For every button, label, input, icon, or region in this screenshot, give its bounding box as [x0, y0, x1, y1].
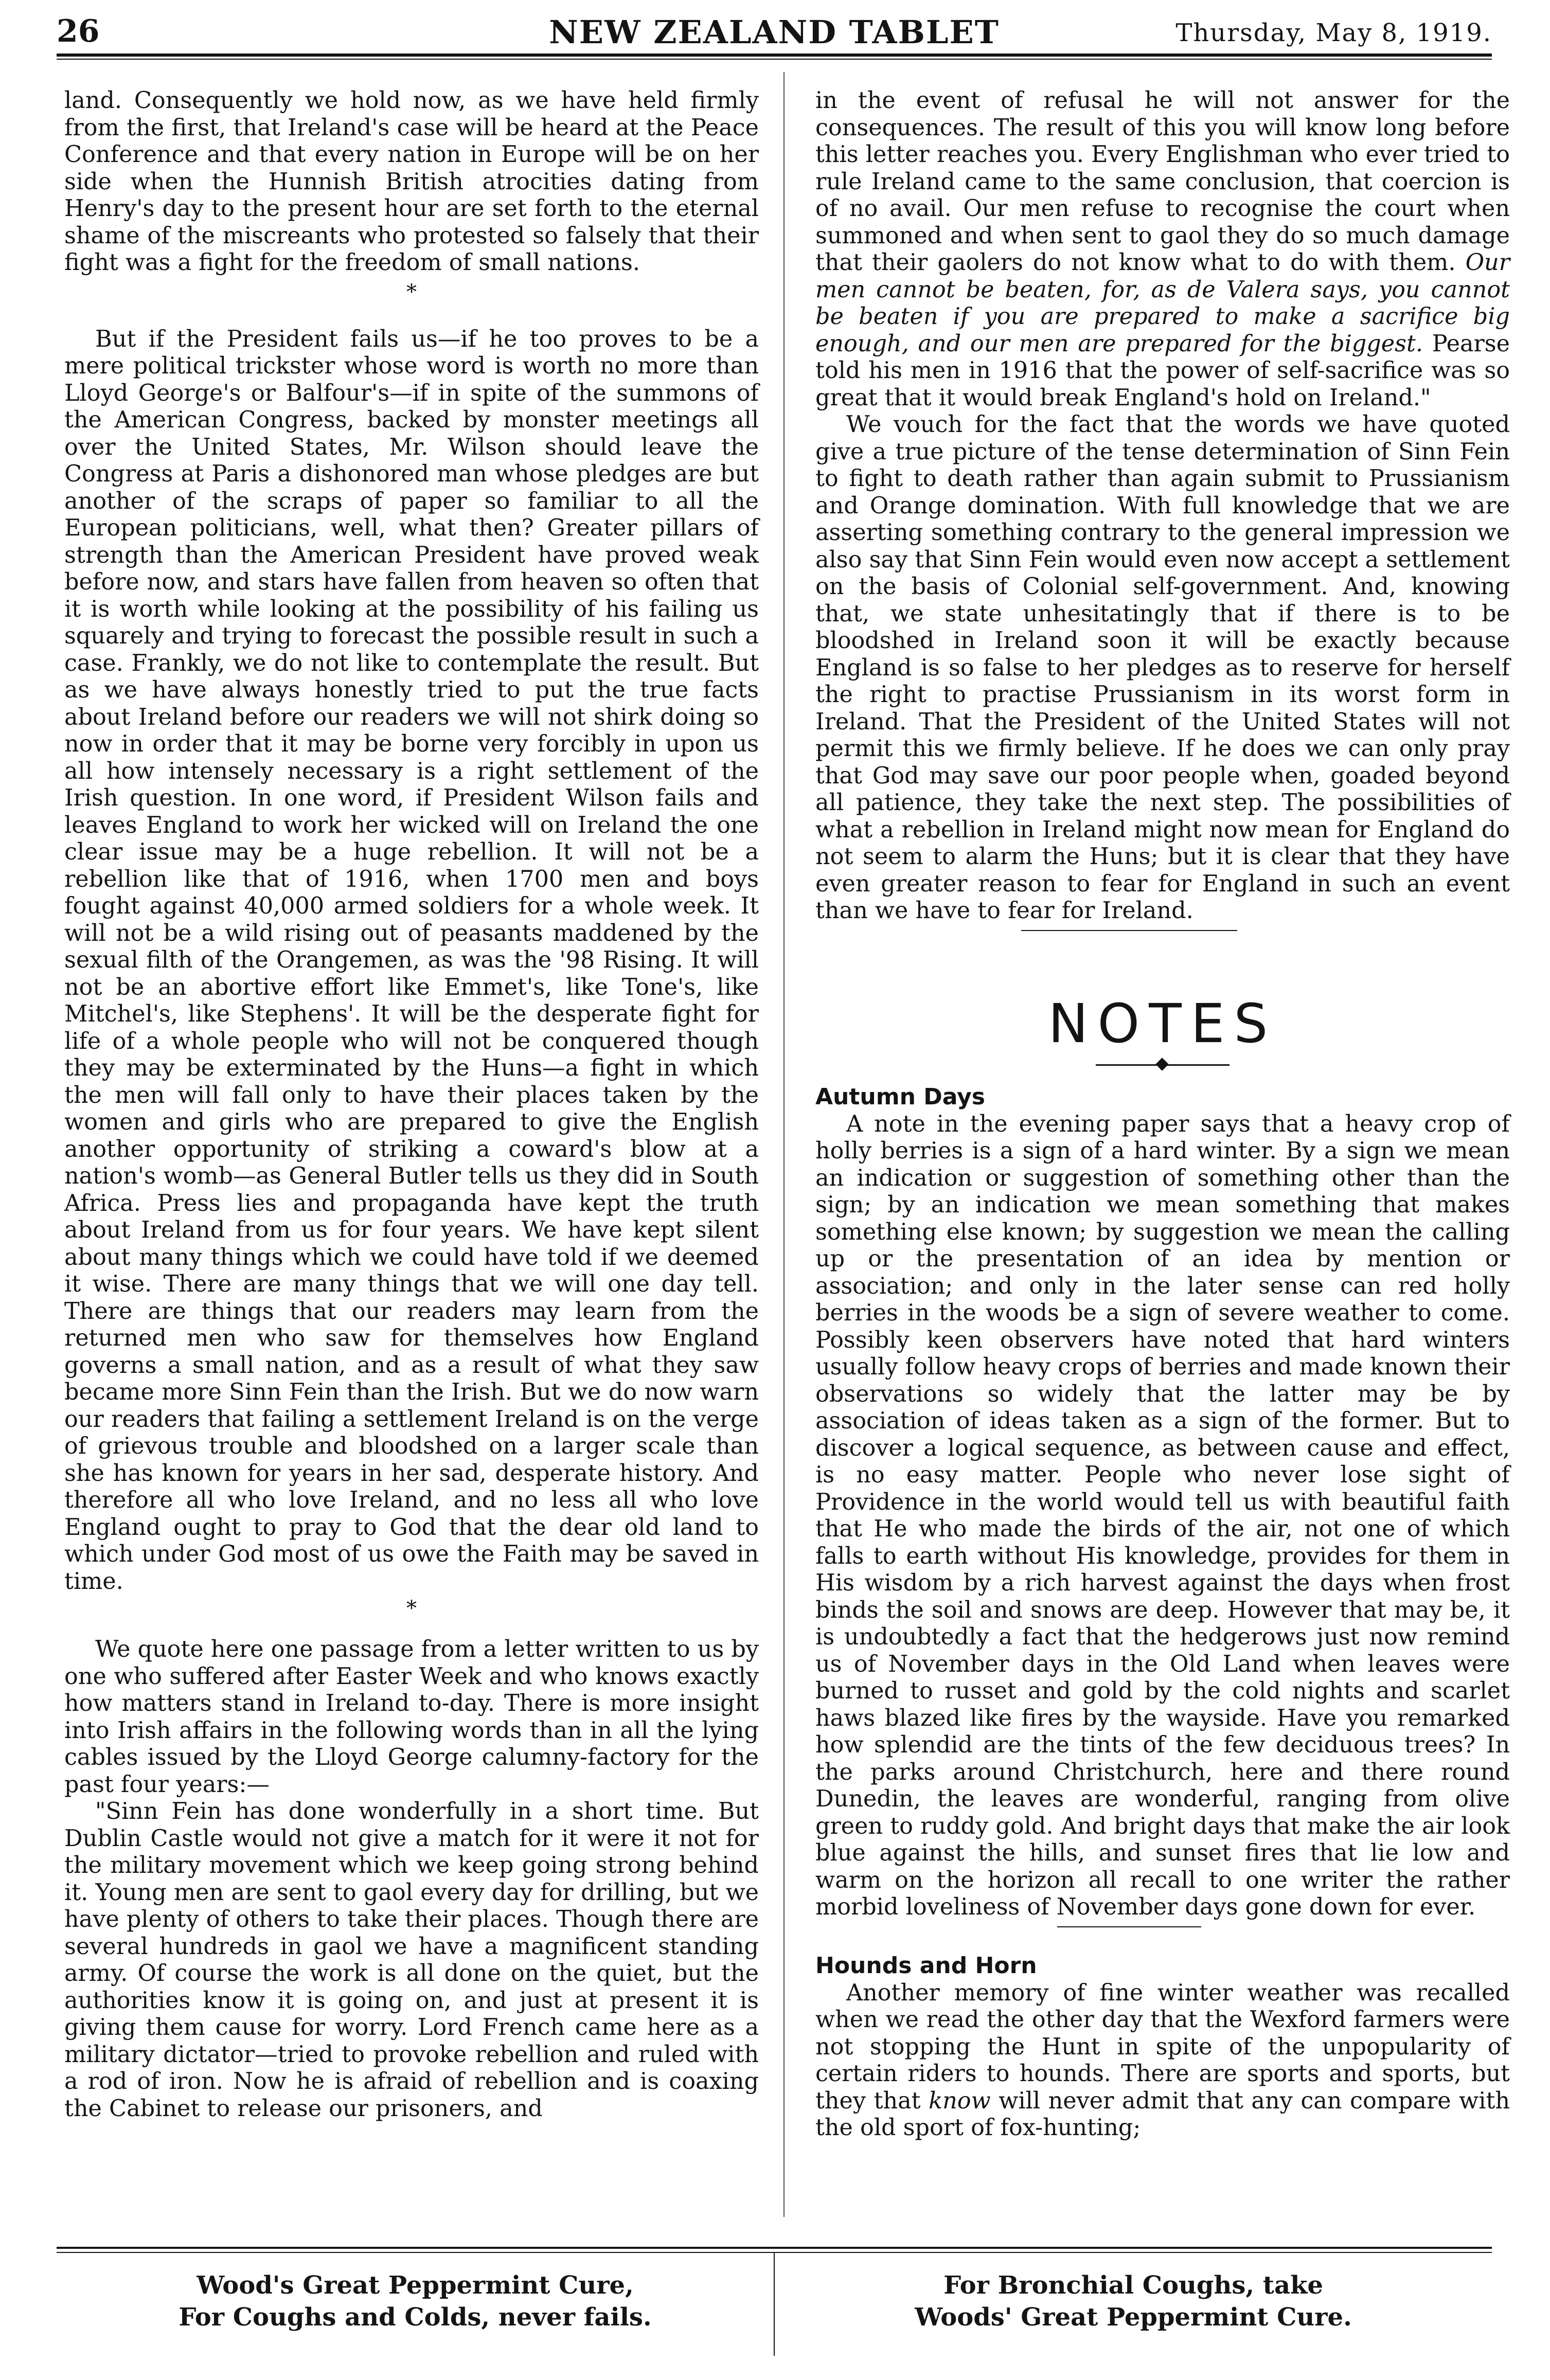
diamond-icon [1155, 1058, 1168, 1070]
header-rule-thin [57, 59, 1492, 60]
hounds-emphasis: know [929, 2087, 991, 2114]
header-rule [57, 53, 1492, 57]
issue-date: Thursday, May 8, 1919. [1175, 19, 1492, 47]
right-column [815, 87, 1510, 2142]
letter-text: in the event of refusal he will not answer for the consequences. The result of this you will know long before this letter reaches you. Every Englishman who ever tried to rule Ireland came to the same conclusion, that coercion is of no avail. Our men refuse to recognise the court when summoned and when sent to gaol they do so much damage that their gaolers do not know what to do with them. [815, 87, 1510, 276]
note-end-rule [1057, 1926, 1201, 1927]
paragraph: We quote here one passage from a letter written to us by one who suffered after Easter Week and who knows exactly how matters stand in Ireland to-day. There is more insight into Irish affairs in the following words than in all the lying cables issued by the Lloyd George calumny-factory for the past four years:— [64, 1636, 759, 1798]
letter-text-end: Pearse told his men in 1916 that the power of self-sacrifice was so great that it would break England's hold on Ireland." [815, 330, 1510, 411]
paragraph: land. Consequently we hold now, as we have held firmly from the first, that Ireland's case will be heard at the Peace Conference and that every nation in Europe will be on her side when the Hunnish British atrocities dating from Henry's day to the present hour are set forth to the eternal shame of the miscreants who protested so falsely that their fight was a fight for the freedom of small nations. [64, 87, 759, 276]
ad-left-line-2: For Coughs and Colds, never fails. [179, 2303, 652, 2332]
paragraph: But if the President fails us—if he too proves to be a mere political trickster whose word is worth no more than Lloyd George's or Balfour's—if in spite of the summons of the American Congress, backed by monster meetings all over the United States, Mr. Wilson should leave the Congress at Paris a dishonored man whose pledges are but another of the scraps of paper so familiar to all the European politicians, well, what then? Greater pillars of strength than the American President have proved weak before now, and stars have fallen from heaven so often that it is worth while looking at the possibility of his failing us squarely and trying to forecast the possible result in such a case. Frankly, we do not like to contemplate the result. But as we have always honestly tried to put the true facts about Ireland before our readers we will not shirk doing so now in order that it may be borne very forcibly in upon us all how intensely necessary is a right settlement of the Irish question. In one word, if President Wilson fails and leaves England to work her wicked will on Ireland the one clear issue may be a huge rebellion. It will not be a rebellion like that of 1916, when 1700 men and boys fought against 40,000 armed soldiers for a whole week. It will not be a wild rising out of peasants maddened by the sexual filth of the Orangemen, as was the '98 Rising. It will not be an abortive effort like Emmet's, like Tone's, like Mitchel's, like Stephens'. It will be the desperate fight for life of a whole people who will not be conquered though they may be exterminated by the Huns—a fight in which the men will fall only to have their places taken by the women and girls who are prepared to give the English another opportunity of striking a coward's blow at a nation's womb—as General Butler tells us they did in South Africa. Press lies and propaganda have kept the truth about Ireland from us for four years. We have kept silent about many things which we could have told if we deemed it wise. There are many things that we will one day tell. There are things that our readers may learn from the returned men who saw for themselves how England governs a small nation, and as a result of what they saw became more Sinn Fein than the Irish. But we do now warn our readers that failing a settlement Ireland is on the verge of grievous trouble and bloodshed on a larger scale than she has known for years in her sad, desperate history. And therefore all who love Ireland, and no less all who love England ought to pray to God that the dear old land to which under God most of us owe the Faith may be saved in time. [64, 326, 759, 1595]
ad-right-line-2: Woods' Great Peppermint Cure. [915, 2303, 1352, 2332]
hounds-text-end: will never admit that any can compare with the old sport of fox-hunting; [815, 2087, 1510, 2141]
quoted-letter: "Sinn Fein has done wonderfully in a short time. But Dublin Castle would not give a match for it were it not for the military movement which we keep going strong behind it. Young men are sent to gaol every day for drilling, but we have plenty of others to take their places. Though there are several hundreds in gaol we have a magnificent standing army. Of course the work is all done on the quiet, but the authorities know it is going on, and just at present it is giving them cause for worry. Lord French came here as a military dictator—tried to provoke rebellion and ruled with a rod of iron. Now he is afraid of rebellion and is coaxing the Cabinet to release our prisoners, and [64, 1798, 759, 2122]
section-separator: * [406, 1597, 417, 1620]
ad-left-line-1: Wood's Great Peppermint Cure, [197, 2271, 634, 2300]
autumn-days-text: A note in the evening paper says that a heavy crop of holly berries is a sign of a hard winter. By a sign we mean an indication or suggestion of something other than the sign; by an indication we mean something that makes something else known; by suggestion we mean the calling up or the presentation of an idea by mention or association; and only in the later sense can red holly berries in the woods be a sign of severe weather to come. Possibly keen observers have noted that hard winters usually follow heavy crops of berries and made known their observations so widely that the latter may be by association of ideas taken as a sign of the former. But to discover a logical sequence, as between cause and effect, is no easy matter. People who never lose sight of Providence in the world would tell us with beautiful faith that He who made the birds of the air, not one of which falls to earth without His knowledge, provides for them in His wisdom by a rich harvest against the days when frost binds the soil and snows are deep. However that may be, it is undoubtedly a fact that the hedgerows just now remind us of November days in the Old Land when leaves were burned to russet and gold by the cold nights and scarlet haws blazed like fires by the wayside. Have you remarked how splendid are the tints of the few deciduous trees? In the parks around Christchurch, here and there round Dunedin, the leaves are wonderful, ranging from olive green to ruddy gold. And bright days that make the air look blue against the hills, and sunset fires that lie low and warm on the horizon all recall to one writer the rather morbid loveliness of November days gone down for ever. [815, 1111, 1510, 1920]
footer-rule [57, 2247, 1492, 2249]
letter-italic-text: Our men cannot be beaten, for, as de Valera says, you cannot be beaten if you are prepared to make a sacrifice big enough, and our men are prepared for the biggest. [815, 249, 1510, 357]
article-end-rule [1021, 930, 1237, 931]
hounds-and-horn-text [815, 1980, 1510, 2142]
newspaper-title: NEW ZEALAND TABLET [549, 13, 1000, 51]
diamond-rule-ornament [1096, 1059, 1230, 1071]
page-header [57, 9, 1492, 59]
paragraph: We vouch for the fact that the words we have quoted give a true picture of the tense determination of Sinn Fein to fight to death rather than again submit to Prussianism and Orange domination. With full knowledge that we are asserting something contrary to the general impression we also say that Sinn Fein would even now accept a settlement on the basis of Colonial self-government. And, knowing that, we state unhesitatingly that if there is to be bloodshed in Ireland soon it will be exactly because England is so false to her pledges as to reserve for herself the right to practise Prussianism in its worst form in Ireland. That the President of the United States will not permit this we firmly believe. If he does we can only pray that God may save our poor people when, goaded beyond all patience, they take the next step. The possibilities of what a rebellion in Ireland might now mean for England do not seem to alarm the Huns; but it is clear that they have even greater reason to fear for England in such an event than we have to fear for Ireland. [815, 411, 1510, 924]
section-separator: * [406, 280, 417, 304]
column-divider [783, 72, 785, 2217]
left-column [64, 87, 759, 2122]
advertisement-right [775, 2269, 1492, 2333]
page-number: 26 [57, 13, 100, 49]
ad-right-line-1: For Bronchial Coughs, take [943, 2271, 1323, 2300]
quoted-letter-continued [815, 87, 1510, 411]
autumn-days-title: Autumn Days [815, 1083, 985, 1110]
advertisement-left [57, 2269, 774, 2333]
notes-heading: NOTES [1048, 992, 1277, 1055]
hounds-text: Another memory of fine winter weather was recalled when we read the other day that the Wexford farmers were not stopping the Hunt in spite of the unpopularity of certain riders to hounds. There are sports and sports, but they that [815, 1979, 1510, 2114]
hounds-and-horn-title: Hounds and Horn [815, 1952, 1037, 1979]
